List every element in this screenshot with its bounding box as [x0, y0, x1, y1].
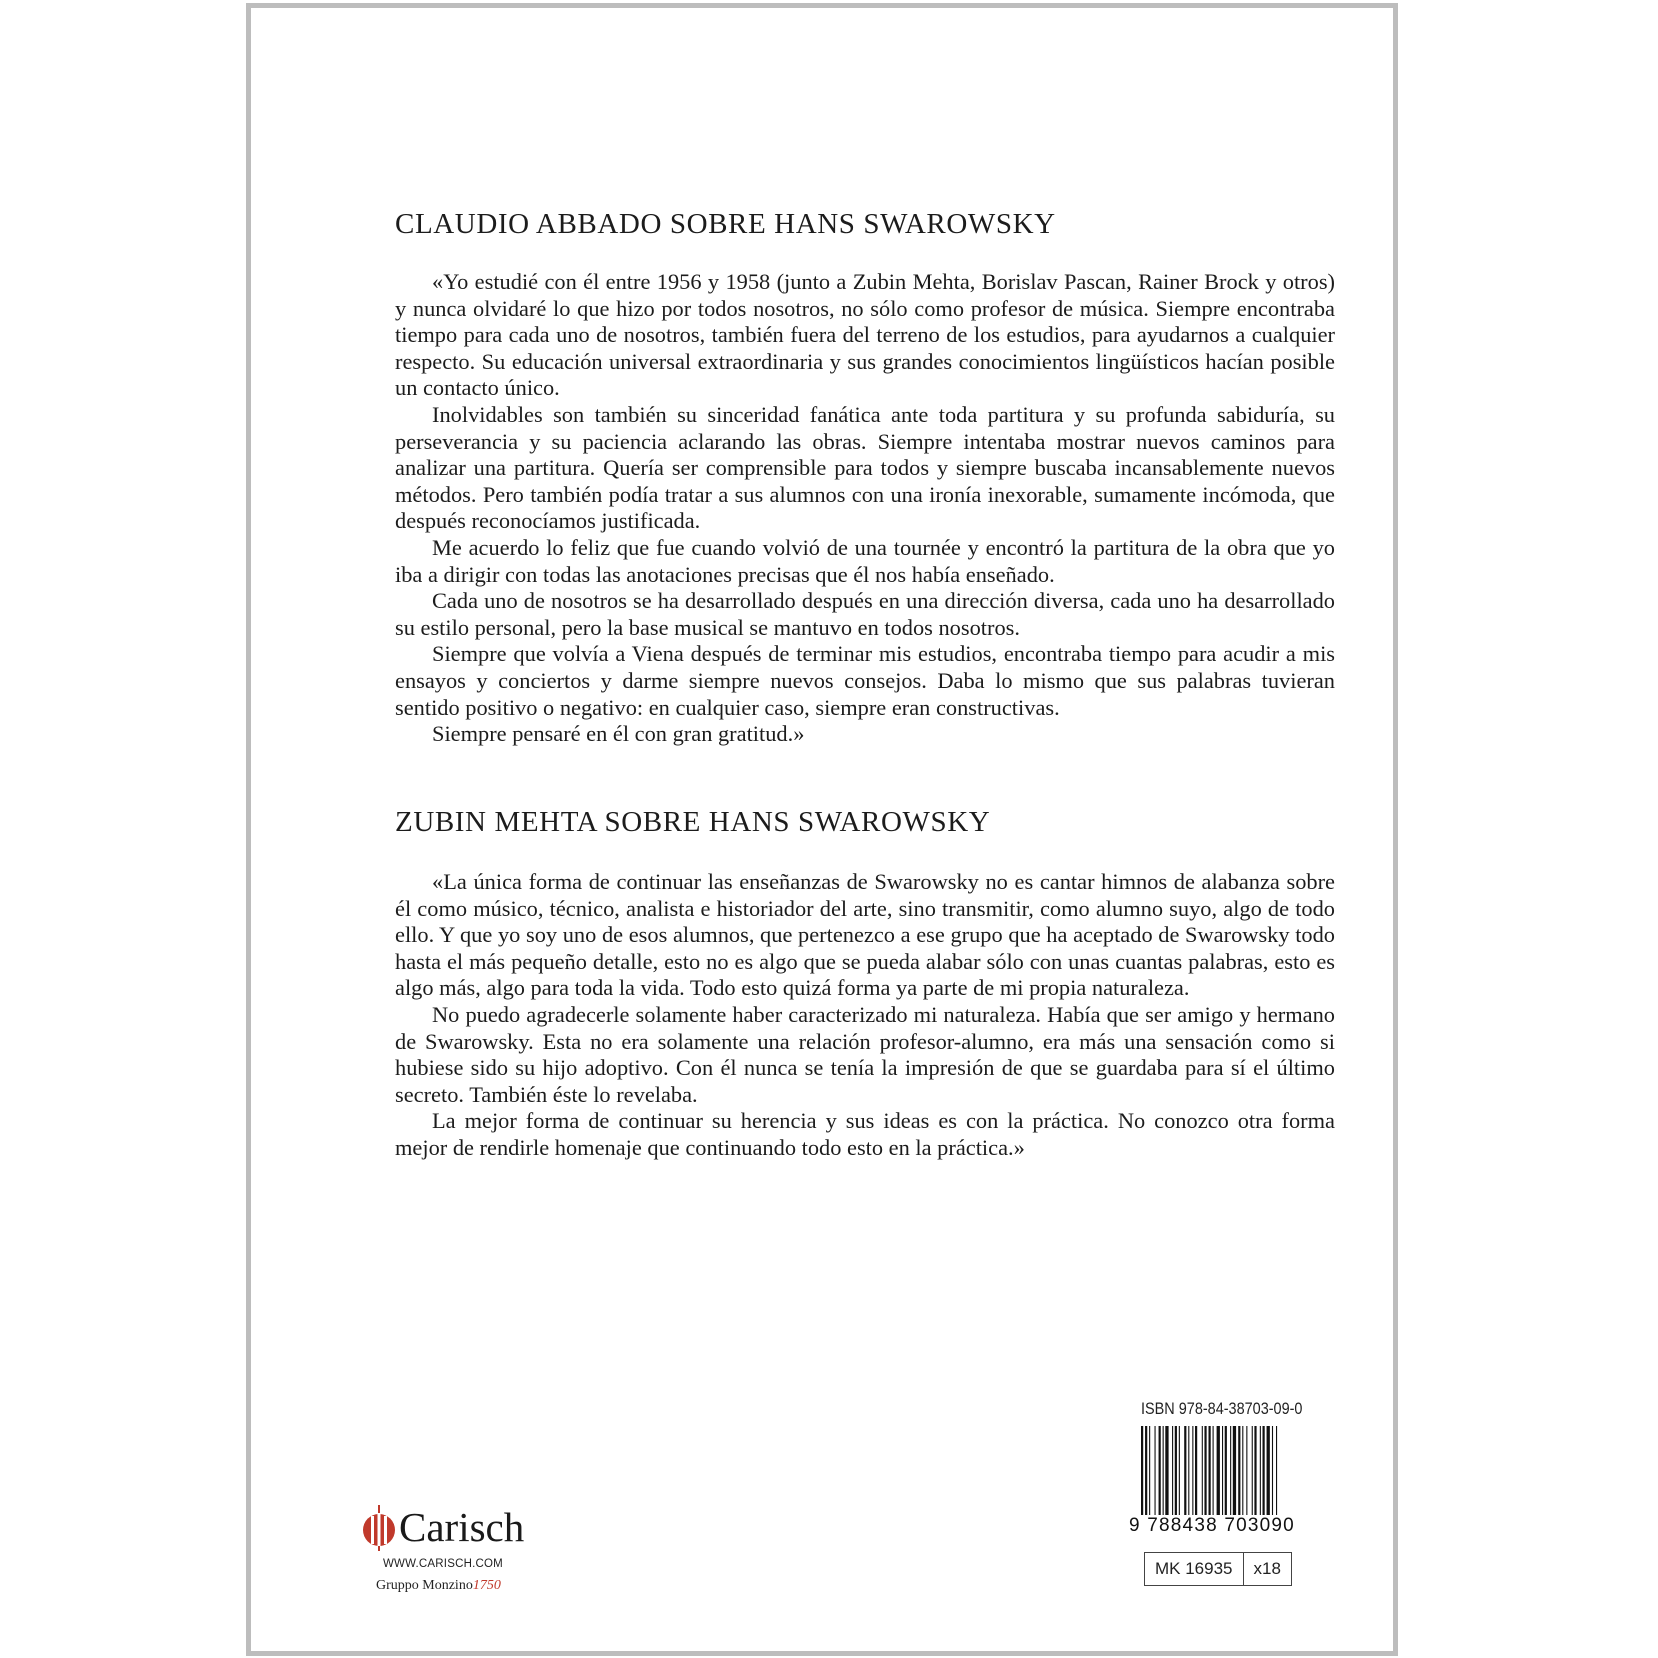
paragraph: Cada uno de nosotros se ha desarrollado después en una dirección diversa, cada uno ha desarrollado su estilo personal, pero la base musical se mantuvo en todos nosotros.	[395, 588, 1335, 640]
paragraph: No puedo agradecerle solamente haber caracterizado mi naturaleza. Había que ser amigo y hermano de Swarowsky. Esta no era solamente una relación profesor-alumno, era más una sensación como si hubiese sido su hijo adoptivo. Con él nunca se tenía la impresión de que se guardaba para sí el último secreto. También éste lo revelaba.	[395, 1001, 1335, 1107]
publisher-url: WWW.CARISCH.COM	[383, 1558, 503, 1570]
publisher-name: Carisch	[399, 1504, 525, 1550]
paragraph: Siempre pensaré en él con gran gratitud.»	[432, 721, 805, 747]
section-heading-mehta: ZUBIN MEHTA SOBRE HANS SWAROWSKY	[395, 806, 991, 838]
section-heading-abbado: CLAUDIO ABBADO SOBRE HANS SWAROWSKY	[395, 208, 1056, 240]
catalog-code-box	[1144, 1552, 1292, 1586]
carisch-emblem-icon	[361, 1503, 397, 1551]
publisher-group	[376, 1578, 501, 1594]
cover-content	[251, 8, 1393, 1651]
paragraph: Me acuerdo lo feliz que fue cuando volvió de una tournée y encontró la partitura de la obra que yo iba a dirigir con todas las anotaciones precisas que él nos había enseñado.	[395, 534, 1335, 587]
barcode-digits: 9 788438 703090	[1129, 1515, 1295, 1536]
paragraph: Inolvidables son también su sinceridad fanática ante toda partitura y su profunda sabiduría, su perseverancia y su paciencia aclarando las obras. Siempre intentaba mostrar nuevos caminos para analizar una partitura. Quería ser comprensible para todos y siempre buscaba incansablemente nuevos métodos. Pero también podía tratar a sus alumnos con una ironía inexorable, sumamente incómoda, que después reconocíamos justificada.	[395, 401, 1335, 534]
section-body-abbado	[395, 269, 1335, 748]
paragraph: «Yo estudié con él entre 1956 y 1958 (junto a Zubin Mehta, Borislav Pascan, Rainer Brock y otros) y nunca olvidaré lo que hizo por todos nosotros, no sólo como profesor de música. Siempre encontraba tiempo para cada uno de nosotros, también fuera del terreno de los estudios, para ayudarnos a cualquier respecto. Su educación universal extraordinaria y sus grandes conocimientos lingüísticos hacían posible un contacto único.	[395, 269, 1335, 401]
section-body-mehta	[395, 869, 1335, 1162]
group-name: Gruppo Monzino	[376, 1578, 473, 1593]
paragraph: La mejor forma de continuar su herencia y sus ideas es con la práctica. No conozco otra forma mejor de rendirle homenaje que continuando todo esto en la práctica.»	[395, 1108, 1335, 1160]
paragraph: «La única forma de continuar las enseñanzas de Swarowsky no es cantar himnos de alabanza sobre él como músico, técnico, analista e historiador del arte, sino transmitir, como alumno suyo, algo de todo ello. Y que yo soy uno de esos alumnos, que pertenezco a ese grupo que ha aceptado de Swarowsky todo hasta el más pequeño detalle, esto no es algo que se pueda alabar sólo con unas cuantas palabras, esto es algo más, algo para toda la vida. Todo esto quizá forma ya parte de mi propia naturaleza.	[395, 869, 1335, 1001]
catalog-code: MK 16935	[1155, 1559, 1233, 1578]
group-year: 1750	[472, 1578, 501, 1593]
book-back-cover	[246, 3, 1398, 1656]
paragraph: Siempre que volvía a Viena después de terminar mis estudios, encontraba tiempo para acudir a mis ensayos y conciertos y darme siempre nuevos consejos. Daba lo mismo que sus palabras tuvieran sentido positivo o negativo: en cualquier caso, siempre eran constructivas.	[395, 641, 1335, 720]
catalog-quantity: x18	[1243, 1553, 1291, 1585]
isbn-label: ISBN 978-84-38703-09-0	[1141, 1399, 1303, 1418]
